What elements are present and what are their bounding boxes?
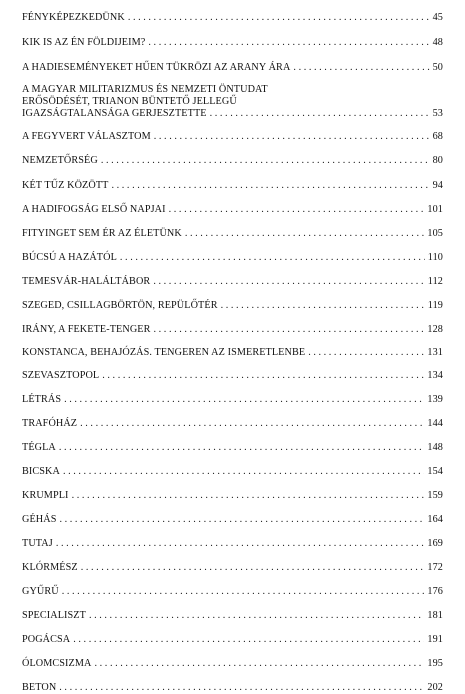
toc-entry bbox=[22, 62, 443, 74]
dot-leader bbox=[210, 108, 430, 120]
toc-entry-page: 159 bbox=[427, 490, 443, 501]
toc-entry-title: BÚCSÚ A HAZÁTÓL bbox=[22, 252, 117, 263]
dot-leader bbox=[221, 300, 425, 312]
dot-leader bbox=[62, 586, 425, 598]
toc-entry-title: TRAFÓHÁZ bbox=[22, 418, 78, 429]
dot-leader bbox=[81, 562, 425, 574]
toc-entry-page: 119 bbox=[427, 300, 443, 311]
toc-entry-title: KLÓRMÉSZ bbox=[22, 562, 78, 573]
toc-entry-page: 105 bbox=[427, 228, 443, 239]
dot-leader bbox=[64, 394, 424, 406]
toc-entry bbox=[22, 228, 443, 240]
dot-leader bbox=[102, 370, 424, 382]
toc-entry bbox=[22, 418, 443, 430]
toc-entry-title-line: ERŐSÖDÉSÉT, TRIANON BÜNTETŐ JELLEGŰ bbox=[22, 96, 237, 107]
toc-entry bbox=[22, 490, 443, 502]
toc-entry-page: 172 bbox=[427, 562, 443, 573]
toc-entry bbox=[22, 634, 443, 646]
toc-entry-page: 195 bbox=[427, 658, 443, 669]
toc-entry bbox=[22, 682, 443, 694]
toc-entry-title: KIK IS AZ ÉN FÖLDIJEIM? bbox=[22, 37, 146, 48]
toc-entry-page: 110 bbox=[427, 252, 443, 263]
toc-entry bbox=[22, 538, 443, 550]
toc-entry bbox=[22, 155, 443, 167]
dot-leader bbox=[63, 466, 424, 478]
dot-leader bbox=[120, 252, 425, 264]
dot-leader bbox=[185, 228, 425, 240]
toc-entry-title: IGAZSÁGTALANSÁGA GERJESZTETTE bbox=[22, 108, 207, 119]
toc-entry-title: A HADIESEMÉNYEKET HŰEN TÜKRÖZI AZ ARANY ÁRA bbox=[22, 62, 291, 73]
toc-entry-page: 48 bbox=[432, 37, 443, 48]
toc-entry bbox=[22, 658, 443, 670]
dot-leader bbox=[59, 442, 425, 454]
toc-entry-title: FITYINGET SEM ÉR AZ ÉLETÜNK bbox=[22, 228, 182, 239]
toc-entry-page: 112 bbox=[427, 276, 443, 287]
toc-entry bbox=[22, 180, 443, 192]
toc-entry bbox=[22, 514, 443, 526]
dot-leader bbox=[148, 37, 429, 49]
dot-leader bbox=[59, 514, 424, 526]
toc-entry-page: 101 bbox=[427, 204, 443, 215]
toc-entry-title: NEMZETŐRSÉG bbox=[22, 155, 98, 166]
toc-entry-title: TÉGLA bbox=[22, 442, 56, 453]
dot-leader bbox=[95, 658, 425, 670]
toc-entry bbox=[22, 12, 443, 24]
toc-entry bbox=[22, 442, 443, 454]
toc-entry-title: ÓLOMCSIZMA bbox=[22, 658, 92, 669]
toc-entry bbox=[22, 394, 443, 406]
toc-entry-page: 148 bbox=[427, 442, 443, 453]
toc-entry-title: SPECIALISZT bbox=[22, 610, 86, 621]
toc-entry-title: FÉNYKÉPEZKEDÜNK bbox=[22, 12, 125, 23]
toc-entry-page: 169 bbox=[427, 538, 443, 549]
toc-entry-title: A FEGYVERT VÁLASZTOM bbox=[22, 131, 151, 142]
toc-entry-title-line: A MAGYAR MILITARIZMUS ÉS NEMZETI ÖNTUDAT bbox=[22, 84, 268, 95]
toc-entry-title: TUTAJ bbox=[22, 538, 53, 549]
toc-entry-page: 191 bbox=[427, 634, 443, 645]
toc-entry-page: 50 bbox=[432, 62, 443, 73]
dot-leader bbox=[293, 62, 429, 74]
toc-entry-page: 45 bbox=[432, 12, 443, 23]
toc-entry-page: 202 bbox=[427, 682, 443, 693]
toc-entry-page: 68 bbox=[432, 131, 443, 142]
toc-entry-title: POGÁCSA bbox=[22, 634, 71, 645]
dot-leader bbox=[154, 324, 425, 336]
dot-leader bbox=[56, 538, 425, 550]
dot-leader bbox=[89, 610, 424, 622]
toc-entry-page: 131 bbox=[427, 347, 443, 358]
toc-entry-title: SZEGED, CSILLAGBÖRTÖN, REPÜLŐTÉR bbox=[22, 300, 218, 311]
toc-entry-title: IRÁNY, A FEKETE-TENGER bbox=[22, 324, 151, 335]
dot-leader bbox=[73, 634, 424, 646]
toc-entry-page: 53 bbox=[432, 108, 443, 119]
toc-entry-page: 164 bbox=[427, 514, 443, 525]
dot-leader bbox=[128, 12, 430, 24]
toc-entry-title: KRUMPLI bbox=[22, 490, 69, 501]
dot-leader bbox=[169, 204, 425, 216]
toc-entry bbox=[22, 37, 443, 49]
toc-entry-title: A HADIFOGSÁG ELSŐ NAPJAI bbox=[22, 204, 166, 215]
toc-entry-title: BETON bbox=[22, 682, 57, 693]
toc-entry-title: GÉHÁS bbox=[22, 514, 57, 525]
toc-entry-title: GYŰRŰ bbox=[22, 586, 59, 597]
toc-entry bbox=[22, 252, 443, 264]
toc-entry bbox=[22, 324, 443, 336]
toc-entry bbox=[22, 276, 443, 288]
toc-entry-title: KÉT TŰZ KÖZÖTT bbox=[22, 180, 109, 191]
toc-entry-page: 181 bbox=[427, 610, 443, 621]
toc-entry bbox=[22, 204, 443, 216]
toc-entry bbox=[22, 347, 443, 359]
toc-entry bbox=[22, 300, 443, 312]
table-of-contents bbox=[22, 12, 443, 694]
toc-entry-page: 128 bbox=[427, 324, 443, 335]
dot-leader bbox=[153, 276, 424, 288]
toc-entry-page: 154 bbox=[427, 466, 443, 477]
dot-leader bbox=[308, 347, 424, 359]
toc-entry-page: 176 bbox=[427, 586, 443, 597]
toc-entry bbox=[22, 586, 443, 598]
toc-entry-page: 80 bbox=[432, 155, 443, 166]
toc-entry-page: 144 bbox=[427, 418, 443, 429]
dot-leader bbox=[59, 682, 424, 694]
toc-entry-page: 139 bbox=[427, 394, 443, 405]
dot-leader bbox=[154, 131, 430, 143]
dot-leader bbox=[101, 155, 430, 167]
dot-leader bbox=[111, 180, 429, 192]
toc-entry bbox=[22, 562, 443, 574]
toc-entry-title: TEMESVÁR-HALÁLTÁBOR bbox=[22, 276, 151, 287]
toc-entry-title: LÉTRÁS bbox=[22, 394, 62, 405]
toc-entry-page: 94 bbox=[432, 180, 443, 191]
toc-entry bbox=[22, 370, 443, 382]
toc-entry bbox=[22, 131, 443, 143]
dot-leader bbox=[72, 490, 425, 502]
toc-entry-page: 134 bbox=[427, 370, 443, 381]
toc-entry-title: BICSKA bbox=[22, 466, 60, 477]
toc-entry-title: KONSTANCA, BEHAJÓZÁS. TENGEREN AZ ISMERETLENBE bbox=[22, 347, 306, 358]
toc-entry-title: SZEVASZTOPOL bbox=[22, 370, 100, 381]
toc-entry bbox=[22, 610, 443, 622]
toc-entry bbox=[22, 84, 443, 120]
dot-leader bbox=[80, 418, 424, 430]
toc-entry bbox=[22, 466, 443, 478]
